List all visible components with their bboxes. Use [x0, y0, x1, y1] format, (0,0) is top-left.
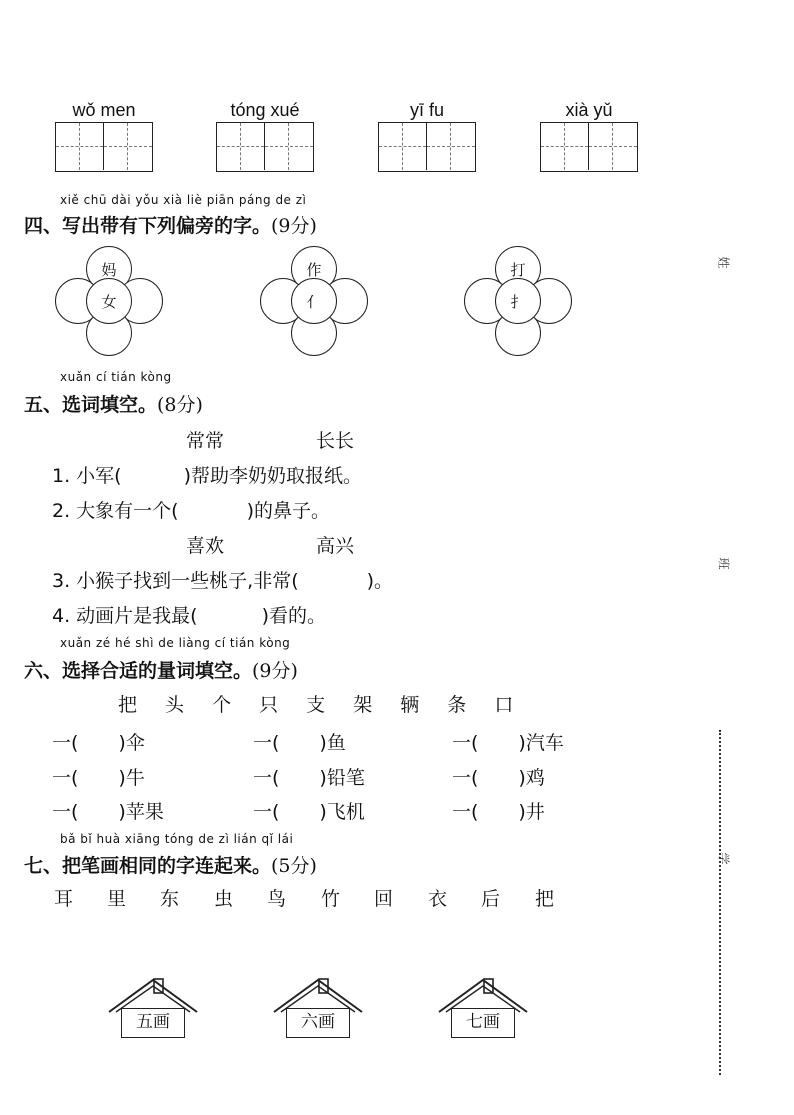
fill-item: [452, 728, 564, 755]
margin-label: 姓: [716, 256, 731, 269]
fill-prefix: 一(: [253, 732, 280, 754]
stroke-char[interactable]: 耳: [54, 888, 74, 910]
question-4-post: )看的。: [261, 605, 327, 627]
fill-item: [52, 797, 164, 824]
flower-petal-top: 作: [291, 246, 337, 292]
fill-suffix: )飞机: [319, 801, 365, 823]
fill-prefix: 一(: [452, 767, 479, 789]
question-2: [52, 496, 330, 523]
stroke-char[interactable]: 里: [107, 888, 127, 910]
section7-score: (5分): [271, 855, 317, 877]
binding-dotted-line: [719, 730, 721, 1075]
question-4: [52, 601, 326, 628]
grid-pinyin: wǒ men: [72, 100, 136, 120]
word-option: 高兴: [316, 535, 355, 557]
fill-prefix: 一(: [52, 732, 79, 754]
flower-center: 扌: [495, 278, 541, 324]
fill-prefix: 一(: [452, 801, 479, 823]
stroke-char[interactable]: 把: [535, 888, 555, 910]
fill-prefix: 一(: [52, 767, 79, 789]
fill-item: [52, 728, 145, 755]
fill-suffix: )苹果: [118, 801, 164, 823]
question-2-post: )的鼻子。: [246, 500, 331, 522]
question-3-post: )。: [366, 570, 394, 592]
fill-item: [253, 763, 365, 790]
fill-suffix: )伞: [118, 732, 145, 754]
question-1-pre: 1. 小军(: [52, 465, 122, 487]
writing-grid[interactable]: [540, 122, 638, 172]
fill-item: [52, 763, 145, 790]
fill-item: [253, 797, 365, 824]
stroke-char[interactable]: 衣: [428, 888, 448, 910]
word-option: 长长: [316, 430, 355, 452]
fill-suffix: )鱼: [319, 732, 346, 754]
section4-title: [24, 211, 317, 238]
stroke-char[interactable]: 回: [374, 888, 394, 910]
flower-center: 亻: [291, 278, 337, 324]
fill-suffix: )铅笔: [319, 767, 365, 789]
grid-pinyin: tóng xué: [230, 100, 300, 120]
question-4-pre: 4. 动画片是我最(: [52, 605, 198, 627]
stroke-char[interactable]: 虫: [214, 888, 234, 910]
fill-item: [452, 797, 545, 824]
house-five-strokes[interactable]: [106, 976, 206, 1046]
section4-pinyin: xiě chū dài yǒu xià liè piān páng de zì: [60, 193, 307, 207]
house-label: 五画: [121, 1008, 185, 1038]
section6-title-text: 六、选择合适的量词填空。: [24, 660, 253, 682]
fill-suffix: )牛: [118, 767, 145, 789]
measure-word-options: 把 头 个 只 支 架 辆 条 口: [118, 694, 516, 716]
fill-prefix: 一(: [52, 801, 79, 823]
stroke-char[interactable]: 东: [160, 888, 180, 910]
writing-grid[interactable]: [55, 122, 153, 172]
house-seven-strokes[interactable]: [436, 976, 536, 1046]
fill-suffix: )井: [518, 801, 545, 823]
fill-item: [452, 763, 545, 790]
writing-grid[interactable]: [378, 122, 476, 172]
house-label: 六画: [286, 1008, 350, 1038]
section6-score: (9分): [252, 660, 298, 682]
question-3-pre: 3. 小猴子找到一些桃子,非常(: [52, 570, 299, 592]
word-option: 常常: [186, 430, 225, 452]
house-six-strokes[interactable]: [271, 976, 371, 1046]
stroke-char[interactable]: 后: [481, 888, 501, 910]
margin-label: 学: [716, 852, 731, 865]
writing-grid[interactable]: [216, 122, 314, 172]
fill-prefix: 一(: [253, 801, 280, 823]
fill-suffix: )鸡: [518, 767, 545, 789]
fill-item: [253, 728, 346, 755]
flower-center: 女: [86, 278, 132, 324]
section7-title-text: 七、把笔画相同的字连起来。: [24, 855, 272, 877]
question-1-post: )帮助李奶奶取报纸。: [183, 465, 363, 487]
section7-pinyin: bǎ bǐ huà xiāng tóng de zì lián qǐ lái: [60, 832, 294, 846]
section6-title: [24, 656, 298, 683]
question-3: [52, 566, 393, 593]
flower-petal-top: 妈: [86, 246, 132, 292]
stroke-char[interactable]: 鸟: [267, 888, 287, 910]
margin-label: 班: [716, 557, 731, 570]
section4-score: (9分): [271, 215, 317, 237]
house-label: 七画: [451, 1008, 515, 1038]
section5-title-text: 五、选词填空。: [24, 394, 158, 416]
section6-pinyin: xuǎn zé hé shì de liàng cí tián kòng: [60, 636, 291, 650]
question-2-pre: 2. 大象有一个(: [52, 500, 179, 522]
section5-pinyin: xuǎn cí tián kòng: [60, 370, 172, 384]
section5-title: [24, 390, 203, 417]
question-1: [52, 461, 362, 488]
section4-title-text: 四、写出带有下列偏旁的字。: [24, 215, 272, 237]
stroke-char[interactable]: 竹: [321, 888, 341, 910]
grid-pinyin: xià yǔ: [565, 100, 613, 120]
flower-petal-top: 打: [495, 246, 541, 292]
section5-score: (8分): [157, 394, 203, 416]
fill-suffix: )汽车: [518, 732, 564, 754]
fill-prefix: 一(: [452, 732, 479, 754]
section7-title: [24, 851, 317, 878]
word-option: 喜欢: [186, 535, 225, 557]
grid-pinyin: yī fu: [409, 100, 444, 120]
fill-prefix: 一(: [253, 767, 280, 789]
